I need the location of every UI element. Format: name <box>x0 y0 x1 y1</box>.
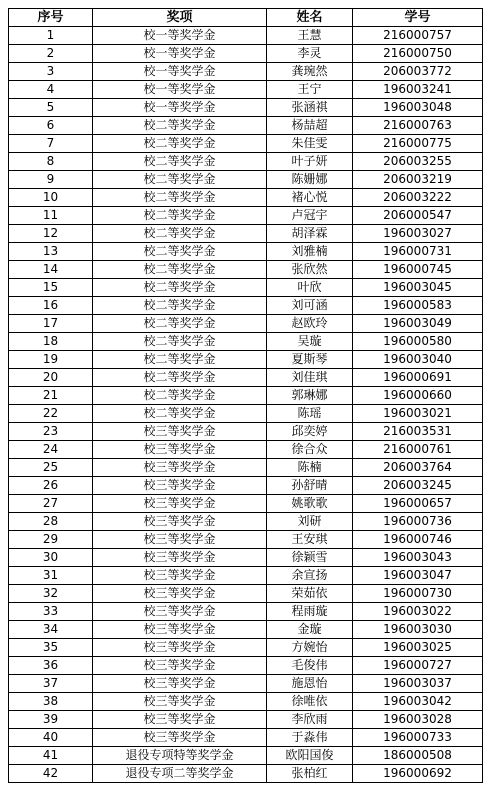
cell-student-id: 216000775 <box>353 135 483 153</box>
cell-student-id: 216000757 <box>353 27 483 45</box>
table-row <box>9 531 483 549</box>
cell-award: 校二等奖学金 <box>93 279 267 297</box>
cell-seq: 30 <box>9 549 93 567</box>
cell-name: 荣茹依 <box>267 585 353 603</box>
cell-seq: 9 <box>9 171 93 189</box>
cell-award: 校二等奖学金 <box>93 225 267 243</box>
cell-name: 姚歌歌 <box>267 495 353 513</box>
table-row <box>9 549 483 567</box>
cell-award: 校三等奖学金 <box>93 585 267 603</box>
cell-award: 退役专项二等奖学金 <box>93 765 267 783</box>
table-row <box>9 423 483 441</box>
cell-name: 褚心悦 <box>267 189 353 207</box>
table-row <box>9 153 483 171</box>
cell-name: 夏斯琴 <box>267 351 353 369</box>
table-row <box>9 513 483 531</box>
cell-award: 校一等奖学金 <box>93 99 267 117</box>
cell-student-id: 216000763 <box>353 117 483 135</box>
cell-seq: 20 <box>9 369 93 387</box>
cell-seq: 22 <box>9 405 93 423</box>
cell-name: 邱奕婷 <box>267 423 353 441</box>
cell-student-id: 196000660 <box>353 387 483 405</box>
cell-seq: 17 <box>9 315 93 333</box>
cell-seq: 39 <box>9 711 93 729</box>
cell-seq: 33 <box>9 603 93 621</box>
cell-student-id: 196000745 <box>353 261 483 279</box>
cell-award: 校二等奖学金 <box>93 387 267 405</box>
cell-award: 校三等奖学金 <box>93 423 267 441</box>
table-row <box>9 63 483 81</box>
table-row <box>9 603 483 621</box>
cell-award: 校三等奖学金 <box>93 711 267 729</box>
cell-award: 校二等奖学金 <box>93 297 267 315</box>
cell-student-id: 196003042 <box>353 693 483 711</box>
cell-student-id: 196000580 <box>353 333 483 351</box>
cell-award: 校三等奖学金 <box>93 675 267 693</box>
cell-seq: 35 <box>9 639 93 657</box>
cell-student-id: 196000657 <box>353 495 483 513</box>
cell-seq: 6 <box>9 117 93 135</box>
table-row <box>9 675 483 693</box>
cell-award: 校三等奖学金 <box>93 513 267 531</box>
cell-name: 李欣雨 <box>267 711 353 729</box>
cell-award: 校三等奖学金 <box>93 729 267 747</box>
cell-seq: 16 <box>9 297 93 315</box>
cell-name: 徐唯依 <box>267 693 353 711</box>
cell-student-id: 196003037 <box>353 675 483 693</box>
table-row <box>9 495 483 513</box>
cell-seq: 24 <box>9 441 93 459</box>
cell-student-id: 196000736 <box>353 513 483 531</box>
cell-seq: 15 <box>9 279 93 297</box>
cell-award: 校二等奖学金 <box>93 117 267 135</box>
cell-name: 刘佳琪 <box>267 369 353 387</box>
cell-name: 刘研 <box>267 513 353 531</box>
cell-award: 校二等奖学金 <box>93 135 267 153</box>
header-student-id: 学号 <box>353 9 483 27</box>
cell-name: 陈姗娜 <box>267 171 353 189</box>
table-row <box>9 243 483 261</box>
cell-award: 校二等奖学金 <box>93 243 267 261</box>
cell-seq: 2 <box>9 45 93 63</box>
cell-award: 校二等奖学金 <box>93 189 267 207</box>
table-row <box>9 405 483 423</box>
cell-student-id: 196000691 <box>353 369 483 387</box>
cell-name: 刘可涵 <box>267 297 353 315</box>
cell-name: 张欣然 <box>267 261 353 279</box>
cell-name: 张涵祺 <box>267 99 353 117</box>
cell-seq: 37 <box>9 675 93 693</box>
cell-name: 徐合众 <box>267 441 353 459</box>
cell-student-id: 196003048 <box>353 99 483 117</box>
cell-award: 校一等奖学金 <box>93 63 267 81</box>
cell-seq: 27 <box>9 495 93 513</box>
table-row <box>9 99 483 117</box>
cell-award: 校三等奖学金 <box>93 531 267 549</box>
table-row <box>9 351 483 369</box>
cell-award: 校二等奖学金 <box>93 333 267 351</box>
table-row <box>9 441 483 459</box>
cell-award: 校三等奖学金 <box>93 495 267 513</box>
cell-award: 校一等奖学金 <box>93 81 267 99</box>
cell-name: 王慧 <box>267 27 353 45</box>
cell-seq: 23 <box>9 423 93 441</box>
cell-name: 卢冠宇 <box>267 207 353 225</box>
cell-student-id: 196003027 <box>353 225 483 243</box>
table-row <box>9 171 483 189</box>
cell-award: 退役专项特等奖学金 <box>93 747 267 765</box>
cell-student-id: 196000727 <box>353 657 483 675</box>
cell-student-id: 206003772 <box>353 63 483 81</box>
table-row <box>9 369 483 387</box>
cell-name: 孙舒晴 <box>267 477 353 495</box>
table-row <box>9 45 483 63</box>
table-row <box>9 207 483 225</box>
cell-award: 校三等奖学金 <box>93 639 267 657</box>
cell-award: 校三等奖学金 <box>93 621 267 639</box>
cell-award: 校三等奖学金 <box>93 657 267 675</box>
cell-student-id: 196003021 <box>353 405 483 423</box>
table-row <box>9 225 483 243</box>
table-row <box>9 711 483 729</box>
table-header-row <box>9 9 483 27</box>
cell-name: 吴璇 <box>267 333 353 351</box>
cell-name: 张柏红 <box>267 765 353 783</box>
cell-student-id: 186000508 <box>353 747 483 765</box>
cell-award: 校三等奖学金 <box>93 549 267 567</box>
cell-award: 校二等奖学金 <box>93 207 267 225</box>
cell-award: 校三等奖学金 <box>93 603 267 621</box>
cell-award: 校三等奖学金 <box>93 459 267 477</box>
table-row <box>9 27 483 45</box>
table-row <box>9 387 483 405</box>
cell-name: 陈楠 <box>267 459 353 477</box>
cell-award: 校二等奖学金 <box>93 171 267 189</box>
cell-student-id: 196000731 <box>353 243 483 261</box>
cell-seq: 11 <box>9 207 93 225</box>
cell-award: 校二等奖学金 <box>93 405 267 423</box>
table-row <box>9 657 483 675</box>
cell-seq: 14 <box>9 261 93 279</box>
cell-seq: 13 <box>9 243 93 261</box>
cell-name: 陈瑶 <box>267 405 353 423</box>
cell-seq: 18 <box>9 333 93 351</box>
cell-seq: 29 <box>9 531 93 549</box>
table-row <box>9 135 483 153</box>
cell-name: 施恩怡 <box>267 675 353 693</box>
table-row <box>9 639 483 657</box>
cell-name: 王安琪 <box>267 531 353 549</box>
cell-name: 朱佳雯 <box>267 135 353 153</box>
table-row <box>9 747 483 765</box>
cell-award: 校二等奖学金 <box>93 153 267 171</box>
cell-name: 龚琬然 <box>267 63 353 81</box>
cell-award: 校二等奖学金 <box>93 369 267 387</box>
cell-seq: 38 <box>9 693 93 711</box>
table-row <box>9 693 483 711</box>
cell-name: 金璇 <box>267 621 353 639</box>
cell-award: 校二等奖学金 <box>93 351 267 369</box>
table-row <box>9 117 483 135</box>
cell-award: 校三等奖学金 <box>93 693 267 711</box>
cell-name: 于淼伟 <box>267 729 353 747</box>
cell-student-id: 206003245 <box>353 477 483 495</box>
cell-name: 杨喆超 <box>267 117 353 135</box>
cell-name: 胡泽霖 <box>267 225 353 243</box>
cell-name: 王宁 <box>267 81 353 99</box>
cell-name: 李灵 <box>267 45 353 63</box>
cell-name: 程雨璇 <box>267 603 353 621</box>
cell-student-id: 196003040 <box>353 351 483 369</box>
table-row <box>9 315 483 333</box>
cell-seq: 21 <box>9 387 93 405</box>
cell-seq: 7 <box>9 135 93 153</box>
cell-seq: 4 <box>9 81 93 99</box>
cell-seq: 26 <box>9 477 93 495</box>
cell-seq: 19 <box>9 351 93 369</box>
cell-name: 欧阳国俊 <box>267 747 353 765</box>
cell-award: 校二等奖学金 <box>93 315 267 333</box>
cell-student-id: 206003764 <box>353 459 483 477</box>
table-row <box>9 585 483 603</box>
table-row <box>9 621 483 639</box>
cell-award: 校二等奖学金 <box>93 261 267 279</box>
cell-seq: 32 <box>9 585 93 603</box>
cell-student-id: 196003047 <box>353 567 483 585</box>
table-row <box>9 279 483 297</box>
cell-award: 校一等奖学金 <box>93 27 267 45</box>
cell-student-id: 196003025 <box>353 639 483 657</box>
table-row <box>9 297 483 315</box>
cell-name: 郭琳娜 <box>267 387 353 405</box>
cell-award: 校三等奖学金 <box>93 477 267 495</box>
cell-name: 赵欧玲 <box>267 315 353 333</box>
cell-seq: 31 <box>9 567 93 585</box>
header-award: 奖项 <box>93 9 267 27</box>
table-row <box>9 189 483 207</box>
cell-seq: 5 <box>9 99 93 117</box>
cell-student-id: 206003255 <box>353 153 483 171</box>
cell-name: 徐颖雪 <box>267 549 353 567</box>
table-row <box>9 333 483 351</box>
cell-seq: 8 <box>9 153 93 171</box>
cell-seq: 36 <box>9 657 93 675</box>
cell-award: 校三等奖学金 <box>93 441 267 459</box>
cell-seq: 1 <box>9 27 93 45</box>
cell-seq: 34 <box>9 621 93 639</box>
cell-seq: 3 <box>9 63 93 81</box>
cell-student-id: 196003241 <box>353 81 483 99</box>
cell-student-id: 206003222 <box>353 189 483 207</box>
table-row <box>9 567 483 585</box>
cell-name: 余宣扬 <box>267 567 353 585</box>
cell-seq: 25 <box>9 459 93 477</box>
table-row <box>9 459 483 477</box>
cell-student-id: 196000583 <box>353 297 483 315</box>
header-name: 姓名 <box>267 9 353 27</box>
table-row <box>9 477 483 495</box>
table-row <box>9 81 483 99</box>
cell-student-id: 206003219 <box>353 171 483 189</box>
cell-student-id: 196000746 <box>353 531 483 549</box>
cell-student-id: 196000730 <box>353 585 483 603</box>
table-body <box>9 27 483 783</box>
cell-student-id: 196000733 <box>353 729 483 747</box>
cell-student-id: 196003043 <box>353 549 483 567</box>
cell-student-id: 196003030 <box>353 621 483 639</box>
cell-student-id: 216003531 <box>353 423 483 441</box>
cell-student-id: 196000692 <box>353 765 483 783</box>
cell-student-id: 196003028 <box>353 711 483 729</box>
table-row <box>9 261 483 279</box>
cell-student-id: 196003022 <box>353 603 483 621</box>
header-seq: 序号 <box>9 9 93 27</box>
cell-award: 校一等奖学金 <box>93 45 267 63</box>
cell-student-id: 216000761 <box>353 441 483 459</box>
cell-seq: 40 <box>9 729 93 747</box>
cell-seq: 28 <box>9 513 93 531</box>
cell-student-id: 216000750 <box>353 45 483 63</box>
cell-student-id: 196003045 <box>353 279 483 297</box>
cell-student-id: 196003049 <box>353 315 483 333</box>
table-row <box>9 765 483 783</box>
cell-student-id: 206000547 <box>353 207 483 225</box>
cell-name: 叶子妍 <box>267 153 353 171</box>
cell-seq: 42 <box>9 765 93 783</box>
cell-seq: 12 <box>9 225 93 243</box>
cell-name: 毛俊伟 <box>267 657 353 675</box>
cell-name: 方婉怡 <box>267 639 353 657</box>
cell-seq: 41 <box>9 747 93 765</box>
table-row <box>9 729 483 747</box>
cell-name: 刘雅楠 <box>267 243 353 261</box>
cell-award: 校三等奖学金 <box>93 567 267 585</box>
cell-name: 叶欣 <box>267 279 353 297</box>
cell-seq: 10 <box>9 189 93 207</box>
scholarship-table <box>8 8 483 783</box>
